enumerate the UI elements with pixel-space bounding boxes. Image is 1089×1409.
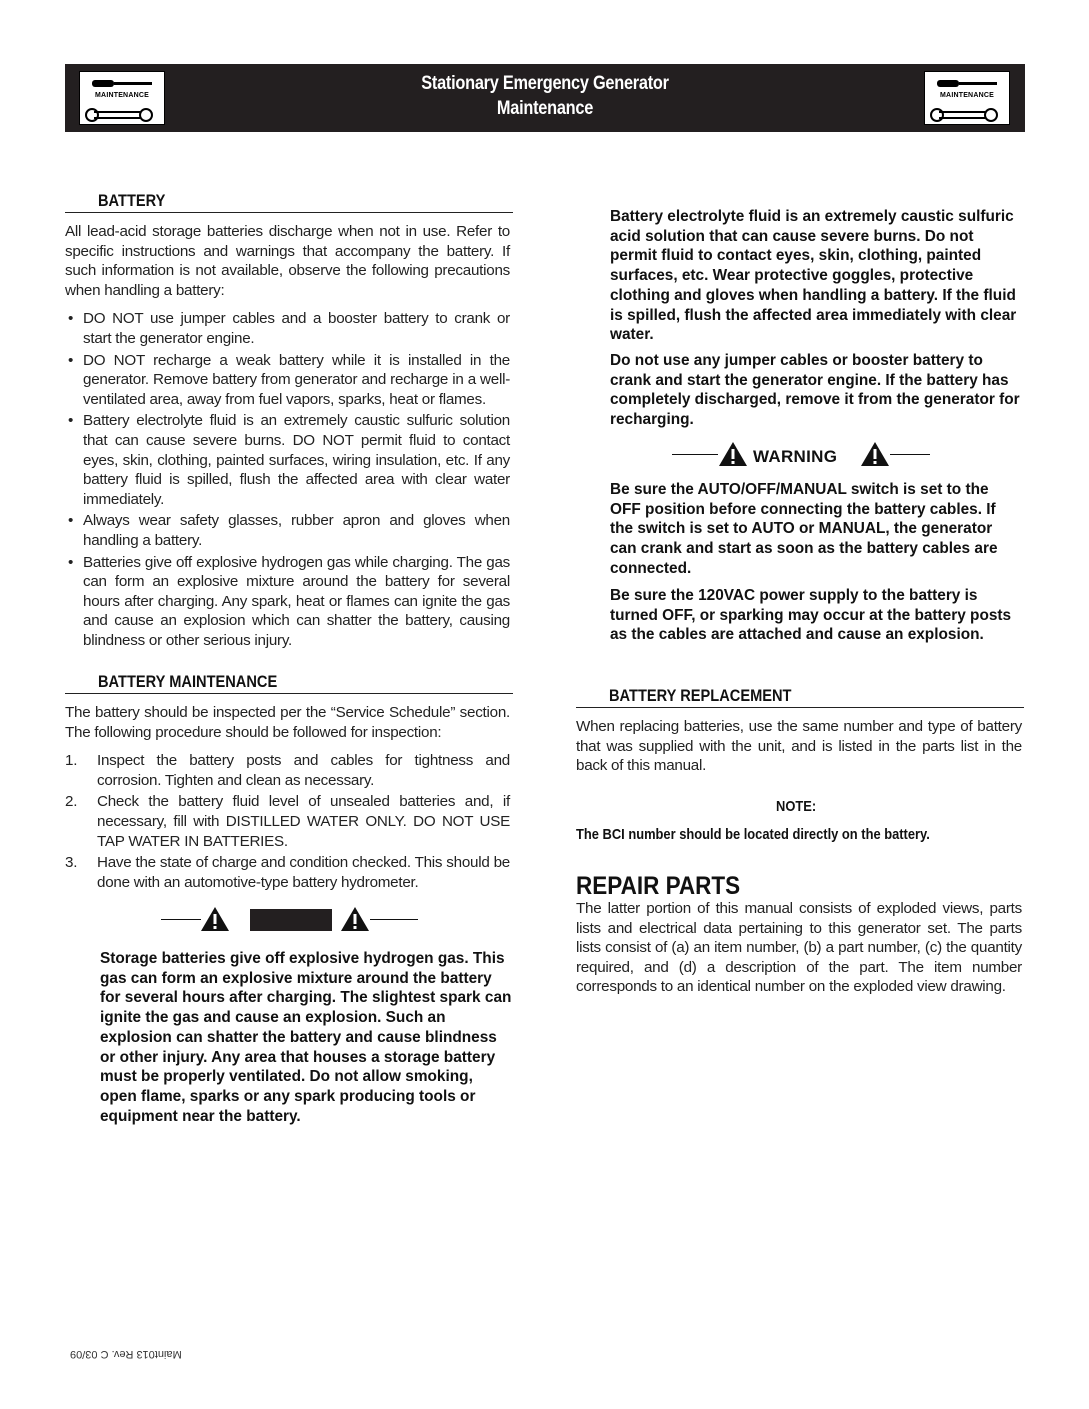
battery-precautions-list: [65, 309, 510, 650]
battery-maintenance-intro: The battery should be inspected per the “Service Schedule” section. The following procedure should be followed for inspection:: [65, 704, 510, 741]
badge-label: MAINTENANCE: [95, 92, 149, 99]
battery-maintenance-body: [65, 703, 510, 894]
list-item: • Battery electrolyte fluid is an extremely caustic sulfuric solution that can cause severe burns. DO NOT permit fluid to contact eyes, skin, clothing, painted surfaces, wiring insulation, etc. If any battery fluid is spilled, flush the affected area with clear water immediately.: [65, 411, 510, 509]
note-text: The BCI number should be located directly on the battery.: [576, 826, 930, 843]
badge-label: MAINTENANCE: [940, 92, 994, 99]
maintenance-badge-right: [924, 71, 1010, 125]
battery-replacement-heading: BATTERY REPLACEMENT: [609, 686, 792, 705]
battery-replacement-text: When replacing batteries, use the same number and type of battery that was supplied with the unit, and is listed in the parts list in the back of this manual.: [576, 718, 1022, 775]
danger-label-box: [250, 909, 332, 931]
section-rule: [65, 212, 513, 213]
danger-text: Storage batteries give off explosive hydrogen gas. This gas can form an explosive mixture around the battery for several hours after charging. The slightest spark can ignite the gas and cause an explosion. Such an explosion can shatter the battery and cause blindness or other injury. Any area that houses a storage battery must be properly ventilated. Do not allow smoking, open flame, sparks or any spark producing tools or equipment near the battery.: [100, 950, 512, 1125]
warning-triangle-icon: [860, 441, 890, 467]
list-item: 2. Check the battery fluid level of unsealed batteries and, if necessary, fill with DISTILLED WATER ONLY. DO NOT USE TAP WATER IN BATTERIES.: [65, 793, 510, 850]
switch-warning-text: Be sure the AUTO/OFF/MANUAL switch is set to the OFF position before connecting the battery cables. If the switch is set to AUTO or MANUAL, the generator can crank and start as soon as the battery cables are connected.: [610, 481, 998, 577]
note-label: NOTE:: [776, 798, 817, 815]
battery-intro: All lead-acid storage batteries discharge when not in use. Refer to specific instructions and warnings that accompany the battery. If such information is not available, observe the following precautions when handling a battery:: [65, 223, 510, 299]
header-title-line1: Stationary Emergency Generator: [421, 73, 669, 94]
list-item: • Always wear safety glasses, rubber apron and gloves when handling a battery.: [65, 511, 510, 550]
warning-triangle-icon: [340, 906, 370, 932]
list-item: • DO NOT use jumper cables and a booster battery to crank or start the generator engine.: [65, 309, 510, 348]
electrolyte-caution-text: Battery electrolyte fluid is an extremely caustic sulfuric acid solution that can cause severe burns. Do not permit fluid to contact eyes, skin, clothing, painted surfaces, etc. Wear protective goggles, protective clothing and gloves when handling a battery. If the fluid is spilled, flush the affected area immediately with clear water.: [610, 208, 1017, 344]
hazard-line-right: [890, 454, 930, 455]
hazard-line-left: [161, 919, 201, 920]
header-title-line2: Maintenance: [496, 98, 594, 119]
list-item: 3. Have the state of charge and condition checked. This should be done with an automotive-type battery hydrometer.: [65, 854, 510, 891]
header-bar: [65, 64, 1025, 132]
jumper-caution-text: Do not use any jumper cables or booster battery to crank and start the generator engine. If the battery has completely discharged, remove it from the generator for recharging.: [610, 352, 1020, 429]
warning-label: WARNING: [753, 447, 838, 466]
document-code: Maint013 Rev. C 03/09: [70, 1348, 182, 1360]
warning-triangle-icon: [200, 906, 230, 932]
warning-triangle-icon: [718, 441, 748, 467]
list-item: • DO NOT recharge a weak battery while it is installed in the generator. Remove battery from generator and recharge in a well-ventilated area, away from fuel vapors, sparks, heat or flames.: [65, 351, 510, 410]
hazard-line-right: [370, 919, 418, 920]
hazard-line-left: [672, 454, 718, 455]
repair-parts-heading: REPAIR PARTS: [576, 872, 741, 900]
battery-section-body: [65, 222, 510, 652]
battery-heading: BATTERY: [98, 191, 166, 210]
section-rule: [576, 707, 1024, 708]
list-item: • Batteries give off explosive hydrogen gas while charging. The gas can form an explosive mixture around the battery for several hours after charging. Any spark, heat or flames can ignite the gas and cause an explosion which can shatter the battery, causing blindness or other serious injury.: [65, 553, 510, 651]
battery-maintenance-heading: BATTERY MAINTENANCE: [98, 672, 278, 691]
list-item: 1. Inspect the battery posts and cables for tightness and corrosion. Tighten and clean as necessary.: [65, 752, 510, 789]
section-rule: [65, 693, 513, 694]
inspection-steps-list: [65, 751, 510, 892]
power-warning-text: Be sure the 120VAC power supply to the battery is turned OFF, or sparking may occur at the battery posts as the cables are attached and cause an explosion.: [610, 587, 1012, 644]
wrench-screwdriver-icon: [925, 72, 1011, 126]
repair-parts-text: The latter portion of this manual consists of exploded views, parts lists and electrical data pertaining to this generator set. The parts lists consist of (a) an item number, (b) a part number, (c) the quantity required, and (d) a description of the part. The item number corresponds to an identical number on the exploded view drawing.: [576, 900, 1022, 996]
